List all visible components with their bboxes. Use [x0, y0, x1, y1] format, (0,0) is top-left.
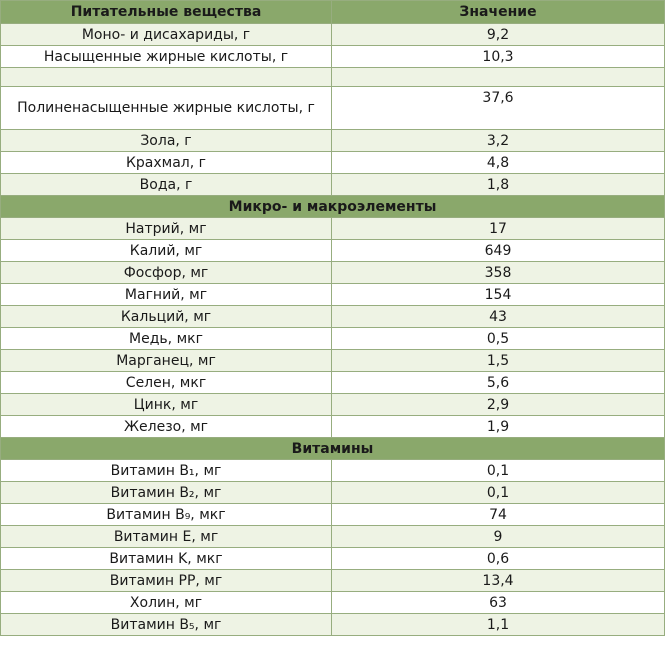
vitamin-name: Витамин E, мг: [1, 526, 332, 548]
nutrient-value: 3,2: [332, 130, 665, 152]
mineral-value: 1,5: [332, 350, 665, 372]
nutrient-value: [332, 68, 665, 87]
vitamin-value: 74: [332, 504, 665, 526]
vitamin-value: 13,4: [332, 570, 665, 592]
table-header-row: [1, 1, 665, 24]
vitamin-name: Витамин B₅, мг: [1, 614, 332, 636]
header-value: Значение: [332, 1, 665, 24]
section-header-row: [1, 438, 665, 460]
nutrient-value: 9,2: [332, 24, 665, 46]
vitamin-name: Витамин K, мкг: [1, 548, 332, 570]
mineral-value: 43: [332, 306, 665, 328]
vitamin-name: Витамин B₂, мг: [1, 482, 332, 504]
section-header-row: [1, 196, 665, 218]
nutrient-name: Зола, г: [1, 130, 332, 152]
mineral-value: 17: [332, 218, 665, 240]
table-row: [1, 152, 665, 174]
mineral-name: Марганец, мг: [1, 350, 332, 372]
mineral-name: Калий, мг: [1, 240, 332, 262]
table-row: [1, 328, 665, 350]
table-row: [1, 570, 665, 592]
table-row: [1, 526, 665, 548]
vitamin-value: 0,1: [332, 460, 665, 482]
table-row: [1, 130, 665, 152]
table-row: [1, 592, 665, 614]
table-row: [1, 87, 665, 130]
table-row: [1, 46, 665, 68]
mineral-name: Железо, мг: [1, 416, 332, 438]
nutrient-name: Полиненасыщенные жирные кислоты, г: [1, 87, 332, 130]
table-row: [1, 372, 665, 394]
table-row: [1, 24, 665, 46]
section-title-vitamins: Витамины: [1, 438, 665, 460]
vitamin-value: 0,6: [332, 548, 665, 570]
table-row: [1, 218, 665, 240]
mineral-name: Магний, мг: [1, 284, 332, 306]
table-row: [1, 482, 665, 504]
mineral-value: 2,9: [332, 394, 665, 416]
mineral-value: 0,5: [332, 328, 665, 350]
table-row: [1, 262, 665, 284]
table-row: [1, 306, 665, 328]
table-row: [1, 416, 665, 438]
mineral-value: 5,6: [332, 372, 665, 394]
section-title-minerals: Микро- и макроэлементы: [1, 196, 665, 218]
nutrient-name: Насыщенные жирные кислоты, г: [1, 46, 332, 68]
nutrient-name: Вода, г: [1, 174, 332, 196]
vitamin-value: 63: [332, 592, 665, 614]
table-row: [1, 460, 665, 482]
mineral-value: 154: [332, 284, 665, 306]
vitamin-value: 1,1: [332, 614, 665, 636]
table-row: [1, 350, 665, 372]
table-row: [1, 548, 665, 570]
mineral-name: Кальций, мг: [1, 306, 332, 328]
nutrient-value: 4,8: [332, 152, 665, 174]
table-row-empty: [1, 68, 665, 87]
nutrient-value: 10,3: [332, 46, 665, 68]
nutrient-value: 1,8: [332, 174, 665, 196]
mineral-name: Натрий, мг: [1, 218, 332, 240]
table-row: [1, 614, 665, 636]
vitamin-name: Витамин B₁, мг: [1, 460, 332, 482]
mineral-name: Селен, мкг: [1, 372, 332, 394]
nutrient-value: 37,6: [332, 87, 665, 130]
mineral-name: Цинк, мг: [1, 394, 332, 416]
table-row: [1, 174, 665, 196]
vitamin-name: Витамин B₉, мкг: [1, 504, 332, 526]
table-row: [1, 240, 665, 262]
table-row: [1, 394, 665, 416]
table-row: [1, 504, 665, 526]
mineral-value: 358: [332, 262, 665, 284]
mineral-name: Медь, мкг: [1, 328, 332, 350]
table-row: [1, 284, 665, 306]
nutrient-name: [1, 68, 332, 87]
vitamin-value: 9: [332, 526, 665, 548]
vitamin-value: 0,1: [332, 482, 665, 504]
nutrient-name: Крахмал, г: [1, 152, 332, 174]
vitamin-name: Холин, мг: [1, 592, 332, 614]
mineral-value: 649: [332, 240, 665, 262]
nutrient-name: Моно- и дисахариды, г: [1, 24, 332, 46]
header-nutrients: Питательные вещества: [1, 1, 332, 24]
mineral-value: 1,9: [332, 416, 665, 438]
vitamin-name: Витамин PP, мг: [1, 570, 332, 592]
mineral-name: Фосфор, мг: [1, 262, 332, 284]
